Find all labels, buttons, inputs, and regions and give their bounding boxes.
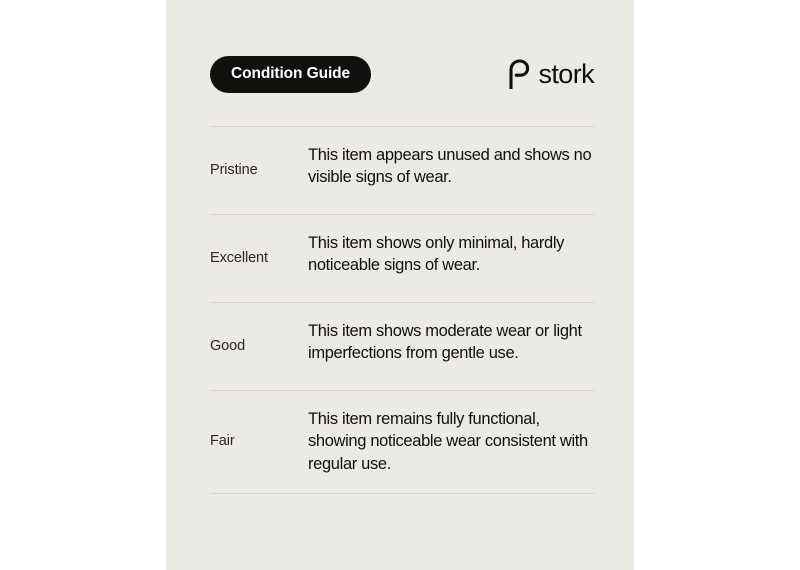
table-row — [210, 214, 594, 302]
brand-name: stork — [538, 58, 594, 89]
brand-lockup — [507, 59, 594, 89]
condition-label: Excellent — [210, 250, 268, 266]
condition-description: This item appears unused and shows no visible signs of wear. — [308, 146, 592, 187]
table-row — [210, 390, 594, 494]
condition-label: Fair — [210, 433, 235, 450]
card-header — [210, 55, 594, 93]
table-row — [210, 126, 594, 214]
stork-logo-icon — [507, 59, 531, 89]
condition-label: Good — [210, 338, 246, 354]
condition-description: This item shows only minimal, hardly noticeable signs of wear. — [308, 234, 565, 275]
condition-guide-badge: Condition Guide — [210, 56, 371, 93]
condition-description: This item shows moderate wear or light imperfections from gentle use. — [308, 322, 582, 363]
condition-guide-card — [166, 0, 634, 570]
condition-description: This item remains fully functional, showing noticeable wear consistent with regular use. — [308, 410, 588, 473]
condition-label: Pristine — [210, 162, 258, 178]
condition-table — [210, 126, 594, 494]
table-row — [210, 302, 594, 390]
